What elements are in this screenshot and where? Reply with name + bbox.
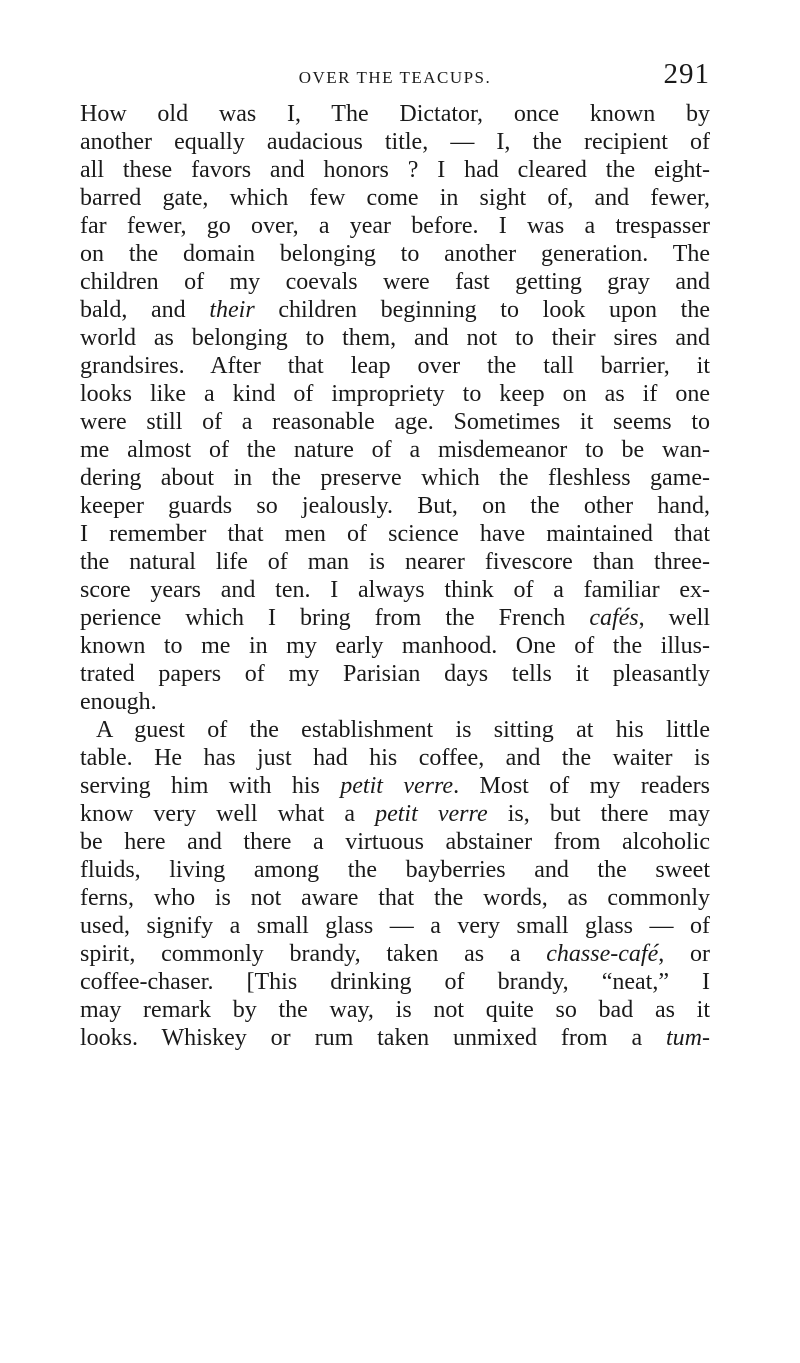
text-line: score years and ten. I always think of a familiar ex- xyxy=(80,577,710,603)
page-number: 291 xyxy=(663,58,710,90)
text-line: serving him with his petit verre. Most of my readers xyxy=(80,773,710,799)
paragraph-end-line: enough. xyxy=(80,689,157,715)
text-line: known to me in my early manhood. One of the illus- xyxy=(80,633,710,659)
italic-text: chasse-café xyxy=(546,941,659,967)
text-line: all these favors and honors ? I had cleared the eight- xyxy=(80,157,710,183)
text-line: perience which I bring from the French cafés, well xyxy=(80,605,710,631)
italic-text: petit verre xyxy=(340,773,454,799)
italic-text: petit verre xyxy=(375,801,488,827)
text-line: keeper guards so jealously. But, on the other hand, xyxy=(80,493,710,519)
text-line: barred gate, which few come in sight of, and fewer, xyxy=(80,185,710,211)
text-line: world as belonging to them, and not to their sires and xyxy=(80,325,710,351)
text-line: children of my coevals were fast getting gray and xyxy=(80,269,710,295)
text-line: I remember that men of science have maintained that xyxy=(80,521,710,547)
italic-text: tum- xyxy=(666,1025,710,1051)
italic-text: their xyxy=(209,297,255,323)
text-line: coffee-chaser. [This drinking of brandy, “neat,” I xyxy=(80,969,710,995)
text-line: were still of a reasonable age. Sometimes it seems to xyxy=(80,409,710,435)
text-line: looks like a kind of impropriety to keep on as if one xyxy=(80,381,710,407)
running-head xyxy=(80,58,710,98)
text-line: How old was I, The Dictator, once known by xyxy=(80,101,710,127)
text-line: the natural life of man is nearer fivescore than three- xyxy=(80,549,710,575)
text-line: another equally audacious title, — I, the recipient of xyxy=(80,129,710,155)
text-line: grandsires. After that leap over the tall barrier, it xyxy=(80,353,710,379)
text-line: far fewer, go over, a year before. I was a trespasser xyxy=(80,213,710,239)
italic-text: cafés xyxy=(589,605,639,631)
text-line: ferns, who is not aware that the words, as commonly xyxy=(80,885,710,911)
text-line: spirit, commonly brandy, taken as a chasse-café, or xyxy=(80,941,710,967)
text-line: me almost of the nature of a misdemeanor to be wan- xyxy=(80,437,710,463)
text-line: dering about in the preserve which the fleshless game- xyxy=(80,465,710,491)
text-line: looks. Whiskey or rum taken unmixed from a tum- xyxy=(80,1025,710,1051)
text-line: table. He has just had his coffee, and the waiter is xyxy=(80,745,710,771)
text-line: on the domain belonging to another generation. The xyxy=(80,241,710,267)
text-line: fluids, living among the bayberries and the sweet xyxy=(80,857,710,883)
text-line: trated papers of my Parisian days tells it pleasantly xyxy=(80,661,710,687)
paragraph-start-line: A guest of the establishment is sitting at his little xyxy=(96,717,710,743)
body-text xyxy=(80,100,710,1052)
text-line: used, signify a small glass — a very small glass — of xyxy=(80,913,710,939)
running-title: OVER THE TEACUPS. xyxy=(298,68,492,87)
text-line: may remark by the way, is not quite so bad as it xyxy=(80,997,710,1023)
text-line: bald, and their children beginning to look upon the xyxy=(80,297,710,323)
text-line: know very well what a petit verre is, but there may xyxy=(80,801,710,827)
text-line: be here and there a virtuous abstainer from alcoholic xyxy=(80,829,710,855)
